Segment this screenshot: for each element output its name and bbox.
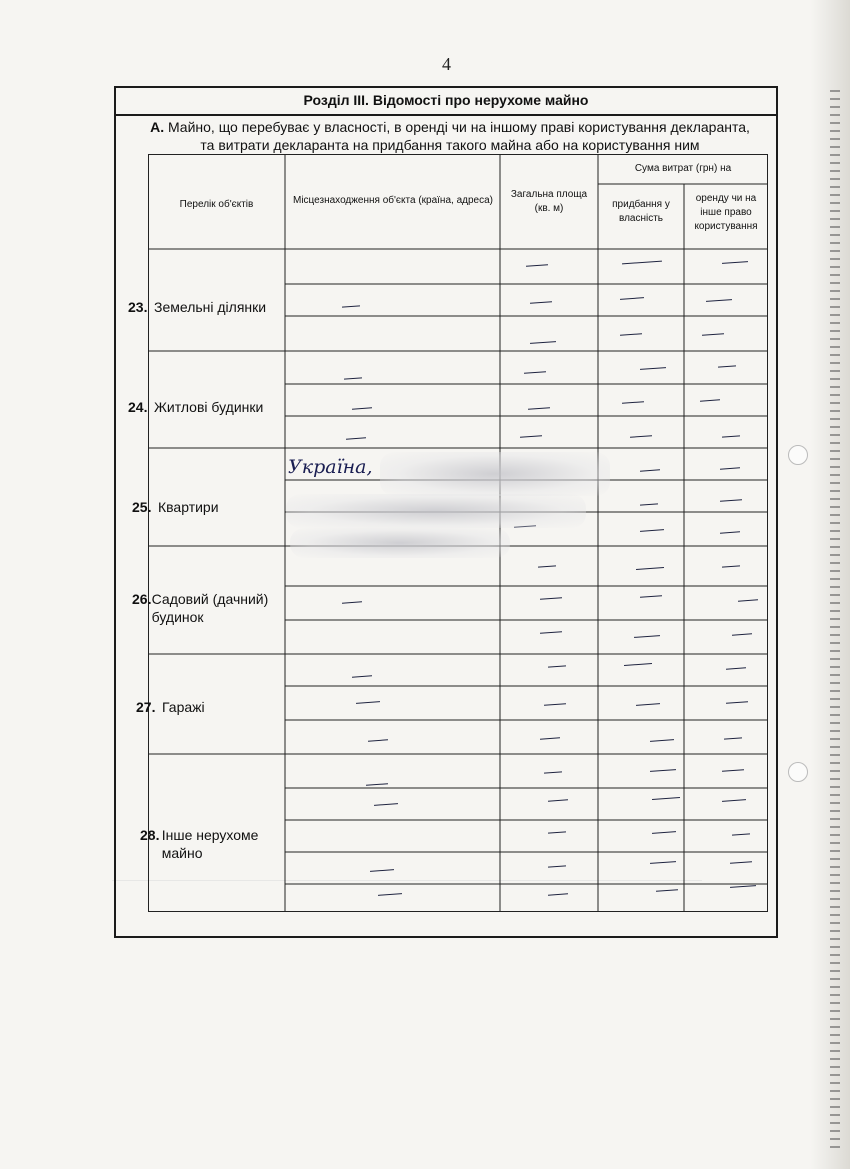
category-number: 24.	[128, 399, 148, 415]
redacted-address	[286, 494, 586, 528]
redacted-address	[290, 528, 510, 558]
header-location: Місцезнаходження об'єкта (країна, адреса)	[293, 195, 493, 206]
category-number: 26.	[132, 591, 152, 607]
category-apartments	[132, 498, 292, 516]
category-label: Інше нерухоме майно	[161, 827, 259, 861]
category-label: Земельні ділянки	[154, 299, 267, 315]
subsection-line-2: та витрати декларанта на придбання такого майна або на користування ним	[200, 137, 700, 153]
category-label: Гаражі	[162, 699, 205, 715]
category-summer-house	[132, 590, 282, 626]
category-number: 25.	[132, 499, 152, 515]
page-number: 4	[442, 54, 451, 74]
header-objects: Перелік об'єктів	[179, 199, 254, 210]
subsection-heading	[120, 118, 780, 154]
category-land-plots	[128, 298, 288, 316]
punch-hole	[788, 445, 808, 465]
redacted-address	[380, 452, 610, 496]
category-garages	[136, 698, 286, 716]
category-number: 28.	[140, 827, 160, 843]
category-number: 27.	[136, 699, 156, 715]
header-area: Загальна площа (кв. м)	[510, 189, 588, 214]
section-title: Розділ ІІІ. Відомості про нерухоме майно	[114, 86, 778, 116]
subsection-line-1: Майно, що перебуває у власності, в оренді чи на іншому праві користування декларанта,	[167, 119, 750, 135]
header-purchase: придбання у власність	[612, 199, 670, 224]
category-label: Квартири	[158, 499, 219, 515]
header-rent: оренду чи на інше право користування	[694, 193, 758, 232]
header-expenses: Сума витрат (грн) на	[634, 163, 732, 174]
category-label: Садовий (дачний) будинок	[151, 591, 269, 625]
binding-perforation	[830, 90, 840, 1150]
category-houses	[128, 398, 288, 416]
subsection-letter: А.	[150, 119, 165, 135]
category-label: Житлові будинки	[154, 399, 264, 415]
punch-hole	[788, 762, 808, 782]
category-number: 23.	[128, 299, 148, 315]
category-other-property	[140, 826, 280, 862]
handwritten-country: Україна,	[288, 456, 373, 478]
